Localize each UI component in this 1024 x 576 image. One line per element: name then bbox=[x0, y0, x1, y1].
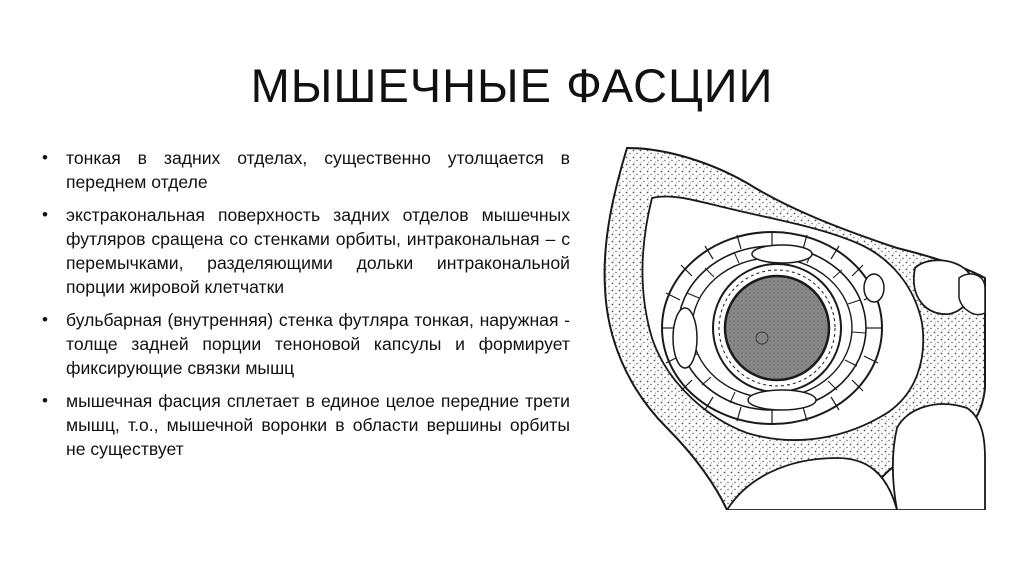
eyeball-globe bbox=[725, 276, 829, 380]
sinus-cell bbox=[893, 404, 985, 510]
bullet-icon: • bbox=[42, 390, 48, 410]
bullet-text: экстракональная поверхность задних отделов мышечных футляров сращена со стенками орбиты, интракональная – с перемычками, разделяющими дольки интракональной порции жировой клетчатки bbox=[66, 204, 570, 298]
bullet-icon: • bbox=[42, 204, 48, 224]
bullet-item bbox=[40, 308, 570, 381]
orbit-cross-section-illustration bbox=[597, 128, 987, 510]
bullet-list bbox=[40, 146, 570, 470]
medial-rectus-muscle bbox=[673, 308, 697, 368]
bullet-text: мышечная фасция сплетает в единое целое передние трети мышц, т.о., мышечной воронки в области вершины орбиты не существует bbox=[66, 390, 570, 460]
inferior-rectus-muscle bbox=[748, 390, 816, 410]
bullet-icon: • bbox=[42, 148, 48, 167]
superior-rectus-muscle bbox=[752, 245, 812, 263]
lateral-rectus-muscle bbox=[864, 274, 884, 302]
bullet-icon: • bbox=[42, 309, 48, 329]
bullet-item bbox=[40, 146, 570, 195]
bullet-text: бульбарная (внутренняя) стенка футляра тонкая, наружная - толще задней порции теноновой капсулы и формирует фиксирующие связки мышц bbox=[66, 309, 570, 379]
bullet-text: тонкая в задних отделах, существенно утолщается в переднем отделе bbox=[66, 148, 570, 193]
slide-title: МЫШЕЧНЫЕ ФАСЦИИ bbox=[250, 59, 774, 112]
bullet-item bbox=[40, 389, 570, 462]
bullet-item bbox=[40, 203, 570, 300]
